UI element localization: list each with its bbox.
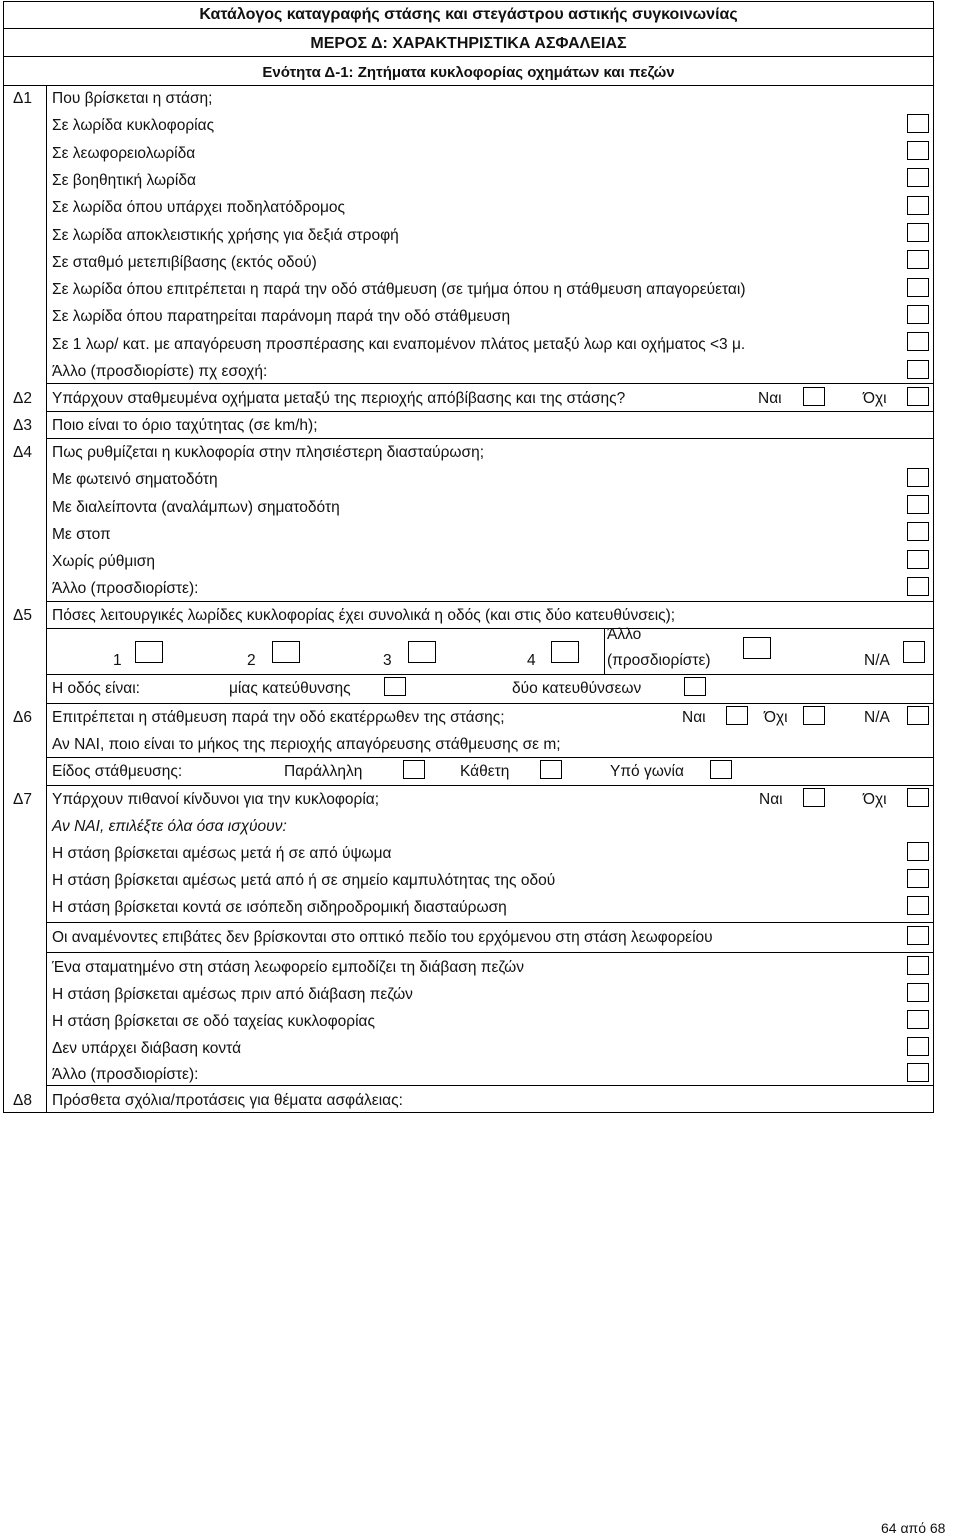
part-title: ΜΕΡΟΣ Δ: ΧΑΡΑΚΤΗΡΙΣΤΙΚΑ ΑΣΦΑΛΕΙΑΣ xyxy=(310,35,627,52)
option-label: Σε λωρίδα κυκλοφορίας xyxy=(52,117,215,134)
parallel-label: Παράλληλη xyxy=(284,763,363,780)
one-way-checkbox[interactable] xyxy=(384,677,406,696)
checkbox[interactable] xyxy=(907,114,929,133)
na-label: Ν/Α xyxy=(864,652,890,669)
question-number: Δ1 xyxy=(13,90,32,107)
page-number: 64 από 68 xyxy=(881,1520,946,1536)
na-checkbox[interactable] xyxy=(903,641,925,663)
form-title: Κατάλογος καταγραφής στάσης και στεγάστρου αστικής συγκοινωνίας xyxy=(199,6,738,23)
divider xyxy=(4,56,933,57)
option-label: Σε 1 λωρ/ κατ. με απαγόρευση προσπέρασης και εναπομένον πλάτος μεταξύ λωρ και οχήματος <3 μ. xyxy=(52,336,746,353)
angled-label: Υπό γωνία xyxy=(610,763,684,780)
divider xyxy=(4,85,933,86)
divider xyxy=(47,383,933,384)
option-label: Σε λεωφορειολωρίδα xyxy=(52,145,196,162)
lane-2-checkbox[interactable] xyxy=(272,641,300,663)
divider xyxy=(47,411,933,412)
checkbox[interactable] xyxy=(907,360,929,379)
no-checkbox[interactable] xyxy=(907,387,929,406)
yes-label: Ναι xyxy=(758,390,782,407)
question-d6: Επιτρέπεται η στάθμευση παρά την οδό εκατέρρωθεν της στάσης; xyxy=(52,709,505,726)
checkbox[interactable] xyxy=(907,332,929,351)
question-number: Δ2 xyxy=(13,390,32,407)
option-label: Σε λωρίδα όπου επιτρέπεται η παρά την οδό στάθμευση (σε τμήμα όπου η στάθμευση απαγορεύεται) xyxy=(52,281,746,298)
two-way-label: δύο κατευθύνσεων xyxy=(512,680,642,697)
option-label: Με διαλείποντα (αναλάμπων) σηματοδότη xyxy=(52,499,340,516)
checkbox[interactable] xyxy=(907,896,929,915)
option-label: Άλλο (προσδιορίστε): xyxy=(52,580,199,597)
option-label: Άλλο (προσδιορίστε): xyxy=(52,1066,199,1083)
other-label: Άλλο xyxy=(607,626,642,643)
divider xyxy=(47,922,933,923)
checkbox[interactable] xyxy=(907,305,929,324)
two-way-checkbox[interactable] xyxy=(684,677,706,696)
checkbox[interactable] xyxy=(907,956,929,975)
no-checkbox[interactable] xyxy=(803,706,825,725)
divider xyxy=(47,438,933,439)
option-label: Άλλο (προσδιορίστε) πχ εσοχή: xyxy=(52,363,268,380)
lane-3-label: 3 xyxy=(383,652,392,669)
option-label: Με φωτεινό σηματοδότη xyxy=(52,471,218,488)
checkbox[interactable] xyxy=(907,926,929,945)
option-label: Σε λωρίδα όπου υπάρχει ποδηλατόδρομος xyxy=(52,199,346,216)
checkbox[interactable] xyxy=(907,141,929,160)
option-label: Ένα σταματημένο στη στάση λεωφορείο εμποδίζει τη διάβαση πεζών xyxy=(52,959,525,976)
question-d5: Πόσες λειτουργικές λωρίδες κυκλοφορίας έχει συνολικά η οδός (και στις δύο κατευθύνσεις); xyxy=(52,607,676,624)
checkbox[interactable] xyxy=(907,1010,929,1029)
option-label: Η στάση βρίσκεται σε οδό ταχείας κυκλοφορίας xyxy=(52,1013,375,1030)
divider xyxy=(604,628,605,674)
divider xyxy=(47,1085,933,1086)
na-label: Ν/Α xyxy=(864,709,890,726)
no-label: Όχι xyxy=(764,709,788,726)
question-d8: Πρόσθετα σχόλια/προτάσεις για θέματα ασφάλειας: xyxy=(52,1092,403,1109)
checkbox[interactable] xyxy=(907,196,929,215)
divider xyxy=(47,757,933,758)
checkbox[interactable] xyxy=(907,223,929,242)
divider xyxy=(47,601,933,602)
checkbox[interactable] xyxy=(907,1037,929,1056)
lane-3-checkbox[interactable] xyxy=(408,641,436,663)
lane-1-checkbox[interactable] xyxy=(135,641,163,663)
divider xyxy=(47,674,933,675)
one-way-label: μίας κατεύθυνσης xyxy=(229,680,351,697)
lane-4-label: 4 xyxy=(527,652,536,669)
question-d1: Που βρίσκεται η στάση; xyxy=(52,90,213,107)
question-d3: Ποιο είναι το όριο ταχύτητας (σε km/h); xyxy=(52,417,318,434)
yes-checkbox[interactable] xyxy=(803,788,825,807)
option-label: Σε σταθμό μετεπιβίβασης (εκτός οδού) xyxy=(52,254,317,271)
option-label: Η στάση βρίσκεται αμέσως πριν από διάβαση πεζών xyxy=(52,986,413,1003)
divider xyxy=(47,785,933,786)
divider xyxy=(47,952,933,953)
option-label: Σε λωρίδα όπου παρατηρείται παράνομη παρά την οδό στάθμευση xyxy=(52,308,511,325)
question-d2: Υπάρχουν σταθμευμένα οχήματα μεταξύ της περιοχής απόβίβασης και της στάσης? xyxy=(52,390,626,407)
no-label: Όχι xyxy=(863,390,887,407)
option-label: Η στάση βρίσκεται αμέσως μετά από ή σε σημείο καμπυλότητας της οδού xyxy=(52,872,556,889)
option-label: Η στάση βρίσκεται αμέσως μετά ή σε από ύψωμα xyxy=(52,845,392,862)
question-number: Δ8 xyxy=(13,1092,32,1109)
safety-form xyxy=(3,1,934,1113)
parallel-checkbox[interactable] xyxy=(403,760,425,779)
option-label: Δεν υπάρχει διάβαση κοντά xyxy=(52,1040,242,1057)
na-checkbox[interactable] xyxy=(907,706,929,725)
instruction-text: Αν ΝΑΙ, επιλέξτε όλα όσα ισχύουν: xyxy=(52,818,287,835)
no-parking-length-question: Αν ΝΑΙ, ποιο είναι το μήκος της περιοχής απαγόρευσης στάθμευσης σε m; xyxy=(52,736,561,753)
perpendicular-label: Κάθετη xyxy=(460,763,510,780)
perpendicular-checkbox[interactable] xyxy=(540,760,562,779)
option-label: Χωρίς ρύθμιση xyxy=(52,553,155,570)
lane-4-checkbox[interactable] xyxy=(551,641,579,663)
checkbox[interactable] xyxy=(907,168,929,187)
question-number: Δ7 xyxy=(13,791,32,808)
yes-checkbox[interactable] xyxy=(803,387,825,406)
checkbox[interactable] xyxy=(907,522,929,541)
lane-2-label: 2 xyxy=(247,652,256,669)
other-checkbox[interactable] xyxy=(743,637,771,659)
parking-type-label: Είδος στάθμευσης: xyxy=(52,763,183,780)
number-column-divider xyxy=(46,86,47,1113)
section-title: Ενότητα Δ-1: Ζητήματα κυκλοφορίας οχημάτων και πεζών xyxy=(262,64,675,81)
checkbox[interactable] xyxy=(907,495,929,514)
checkbox[interactable] xyxy=(907,250,929,269)
option-label: Σε βοηθητική λωρίδα xyxy=(52,172,196,189)
option-label: Με στοπ xyxy=(52,526,111,543)
option-label: Οι αναμένοντες επιβάτες δεν βρίσκονται στο οπτικό πεδίο του ερχόμενου στη στάση λεωφορείου xyxy=(52,929,713,946)
option-label: Η στάση βρίσκεται κοντά σε ισόπεδη σιδηροδρομική διασταύρωση xyxy=(52,899,507,916)
question-number: Δ6 xyxy=(13,709,32,726)
checkbox[interactable] xyxy=(907,983,929,1002)
checkbox[interactable] xyxy=(907,869,929,888)
checkbox[interactable] xyxy=(907,468,929,487)
lane-1-label: 1 xyxy=(113,652,122,669)
checkbox[interactable] xyxy=(907,842,929,861)
yes-label: Ναι xyxy=(759,791,783,808)
checkbox[interactable] xyxy=(907,577,929,596)
divider xyxy=(4,28,933,29)
angled-checkbox[interactable] xyxy=(710,760,732,779)
question-number: Δ5 xyxy=(13,607,32,624)
question-d7: Υπάρχουν πιθανοί κίνδυνοι για την κυκλοφορία; xyxy=(52,791,380,808)
question-number: Δ4 xyxy=(13,444,32,461)
no-label: Όχι xyxy=(863,791,887,808)
question-d4: Πως ρυθμίζεται η κυκλοφορία στην πλησιέστερη διασταύρωση; xyxy=(52,444,485,461)
yes-label: Ναι xyxy=(682,709,706,726)
divider xyxy=(47,703,933,704)
divider xyxy=(47,628,933,629)
checkbox[interactable] xyxy=(907,550,929,569)
no-checkbox[interactable] xyxy=(907,788,929,807)
other-label-sub: (προσδιορίστε) xyxy=(607,652,711,669)
road-type-label: Η οδός είναι: xyxy=(52,680,140,697)
option-label: Σε λωρίδα αποκλειστικής χρήσης για δεξιά στροφή xyxy=(52,227,399,244)
yes-checkbox[interactable] xyxy=(726,706,748,725)
checkbox[interactable] xyxy=(907,278,929,297)
question-number: Δ3 xyxy=(13,417,32,434)
checkbox[interactable] xyxy=(907,1063,929,1082)
